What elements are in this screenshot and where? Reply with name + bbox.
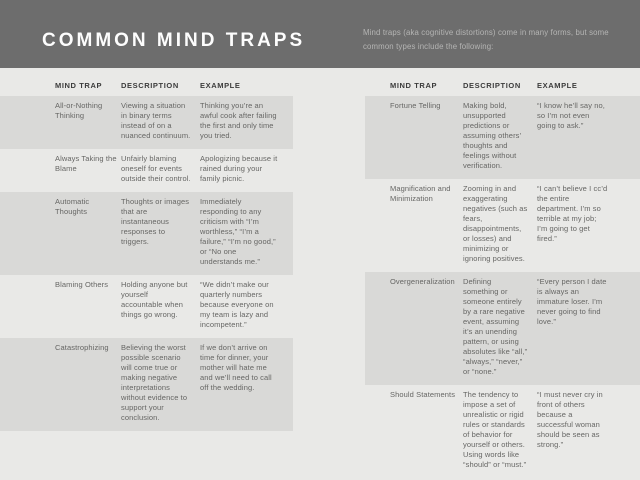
- cell-description: Unfairly blaming oneself for events outside their control.: [121, 154, 191, 183]
- cell-description: Holding anyone but yourself accountable when things go wrong.: [121, 280, 188, 319]
- cell-mind-trap: Catastrophizing: [55, 343, 109, 352]
- cell-mind-trap: Blaming Others: [55, 280, 109, 289]
- cell-description: Making bold, unsupported predictions or assuming others’ thoughts and feelings without verification.: [463, 101, 522, 170]
- table-header-row: [0, 68, 293, 96]
- cell-example: Immediately responding to any criticism with “I’m worthless,” “I’m a failure,” “I’m no good,” or “No one understands me.”: [200, 197, 276, 266]
- table-row-should-statements: [365, 385, 640, 478]
- mind-traps-table-left: [0, 68, 293, 431]
- cell-description: Defining something or someone entirely by a rare negative event, assuming it’s an unending pattern, or using absolutes like “all,” “always,” “never,” or “none.”: [463, 277, 528, 376]
- cell-description: The tendency to impose a set of unrealistic or rigid rules or standards of behavior for yourself or others. Using words like “should” or “must.”: [463, 390, 527, 469]
- header-band: [0, 0, 640, 68]
- cell-example: “I can’t believe I cc’d the entire department. I’m so terrible at my job; I’m going to get fired.”: [537, 184, 608, 243]
- cell-example: “I know he’ll say no, so I’m not even going to ask.”: [537, 101, 605, 130]
- table-row-automatic-thoughts: [0, 192, 293, 275]
- table-row-all-or-nothing-thinking: [0, 96, 293, 149]
- cell-description: Believing the worst possible scenario will come true or making negative interpretations without evidence to support your conclusion.: [121, 343, 188, 422]
- cell-example: “I must never cry in front of others because a successful woman should be seen as strong.”: [537, 390, 603, 449]
- mind-traps-table-right: [365, 68, 640, 478]
- cell-mind-trap: Automatic Thoughts: [55, 197, 90, 216]
- cell-description: Thoughts or images that are instantaneous responses to triggers.: [121, 197, 190, 246]
- column-header-example: EXAMPLE: [200, 81, 241, 90]
- table-row-blaming-others: [0, 275, 293, 338]
- cell-example: If we don’t arrive on time for dinner, your mother will hate me and we’ll need to call off the wedding.: [200, 343, 272, 392]
- table-row-magnification-and-minimization: [365, 179, 640, 272]
- cell-mind-trap: Overgeneralization: [390, 277, 455, 286]
- cell-mind-trap: Should Statements: [390, 390, 456, 399]
- cell-example: “Every person I date is always an immature loser. I’m never going to find love.”: [537, 277, 607, 326]
- cell-description: Viewing a situation in binary terms instead of on a nuanced continuum.: [121, 101, 191, 140]
- cell-mind-trap: Magnification and Minimization: [390, 184, 451, 203]
- table-row-always-taking-the-blame: [0, 149, 293, 192]
- column-header-mind-trap: MIND TRAP: [55, 81, 103, 90]
- cell-mind-trap: Always Taking the Blame: [55, 154, 117, 173]
- cell-example: Thinking you’re an awful cook after failing the first and only time you tried.: [200, 101, 277, 140]
- cell-mind-trap: All-or-Nothing Thinking: [55, 101, 103, 120]
- cell-description: Zooming in and exaggerating negatives (such as fears, disappointments, or losses) and minimizing or ignoring positives.: [463, 184, 528, 263]
- column-header-description: DESCRIPTION: [121, 81, 179, 90]
- cell-example: “We didn’t make our quarterly numbers because everyone on my team is lazy and incompetent.”: [200, 280, 274, 329]
- table-header-row: [365, 68, 640, 96]
- column-header-description: DESCRIPTION: [463, 81, 521, 90]
- table-row-catastrophizing: [0, 338, 293, 431]
- cell-example: Apologizing because it rained during your family picnic.: [200, 154, 278, 183]
- cell-mind-trap: Fortune Telling: [390, 101, 441, 110]
- column-header-mind-trap: MIND TRAP: [390, 81, 438, 90]
- table-row-fortune-telling: [365, 96, 640, 179]
- page-subtitle: Mind traps (aka cognitive distortions) come in many forms, but some common types include the following:: [363, 28, 609, 51]
- column-header-example: EXAMPLE: [537, 81, 578, 90]
- table-row-overgeneralization: [365, 272, 640, 385]
- page-title: COMMON MIND TRAPS: [42, 30, 306, 51]
